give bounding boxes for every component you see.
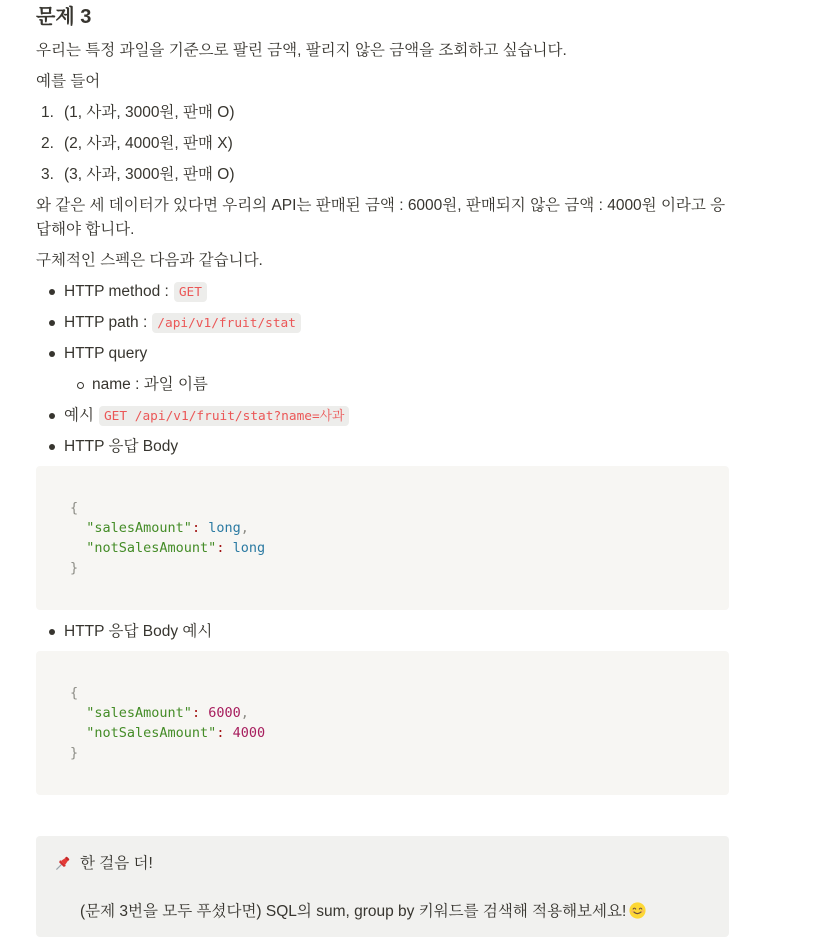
sub-list-item [64,373,729,397]
callout-text [80,852,646,924]
spec-item-http-query [36,342,729,397]
list-number: 1. [41,104,54,121]
spec-item-text: HTTP method : [64,283,169,300]
code-line: { [70,500,79,516]
callout-body [80,900,646,924]
inline-code: GET /api/v1/fruit/stat?name=사과 [99,406,349,426]
code-line: "salesAmount": long, [86,520,249,536]
spec-item-text: HTTP 응답 Body 예시 [64,623,213,640]
code-line: { [70,685,79,701]
code-line: } [70,745,79,761]
code-line: "notSalesAmount": long [86,540,266,556]
code-block-response-example [36,651,729,795]
list-item-text: (1, 사과, 3000원, 판매 O) [64,104,235,121]
spec-item-response-body-example [36,620,729,644]
example-lead-paragraph: 예를 들어 [36,73,101,90]
code-block-response-schema [36,466,729,610]
spec-item-http-method [36,280,729,304]
callout [36,836,729,937]
list-number: 2. [41,135,54,152]
list-item-text: (2, 사과, 4000원, 판매 X) [64,135,233,152]
list-number: 3. [41,166,54,183]
list-item-text: (3, 사과, 3000원, 판매 O) [64,166,235,183]
pushpin-icon [52,852,74,876]
inline-code: /api/v1/fruit/stat [152,313,301,333]
list-item [36,163,729,187]
list-item [36,132,729,156]
spec-lead-paragraph: 구체적인 스펙은 다음과 같습니다. [36,252,263,269]
sub-list-item-text: name : 과일 이름 [92,376,208,393]
spec-item-example [36,404,729,428]
spec-item-text: 예시 [64,407,94,424]
callout-body-text: (문제 3번을 모두 푸셨다면) SQL의 sum, group by 키워드를 검색해 적용해보세요! [80,903,627,920]
spec-item-text: HTTP path : [64,314,148,331]
spec-list [36,280,729,459]
list-item [36,101,729,125]
page-title: 문제 3 [36,6,92,28]
api-behavior-paragraph: 와 같은 세 데이터가 있다면 우리의 API는 판매된 금액 : 6000원, 판매되지 않은 금액 : 4000원 이라고 응답해야 합니다. [36,197,726,238]
spec-item-text: HTTP query [64,345,148,362]
code-line: } [70,560,79,576]
spec-item-http-path [36,311,729,335]
intro-paragraph: 우리는 특정 과일을 기준으로 팔린 금액, 팔리지 않은 금액을 조회하고 싶습니다. [36,42,567,59]
example-data-list [36,101,729,187]
code-line: "notSalesAmount": 4000 [86,725,266,741]
query-sub-list [64,373,729,397]
response-example-list [36,620,729,644]
spec-item-text: HTTP 응답 Body [64,438,179,455]
code-line: "salesAmount": 6000, [86,705,249,721]
callout-title: 한 걸음 더! [80,855,153,872]
spec-item-response-body [36,435,729,459]
inline-code: GET [174,282,207,302]
smile-emoji-icon [629,902,646,919]
